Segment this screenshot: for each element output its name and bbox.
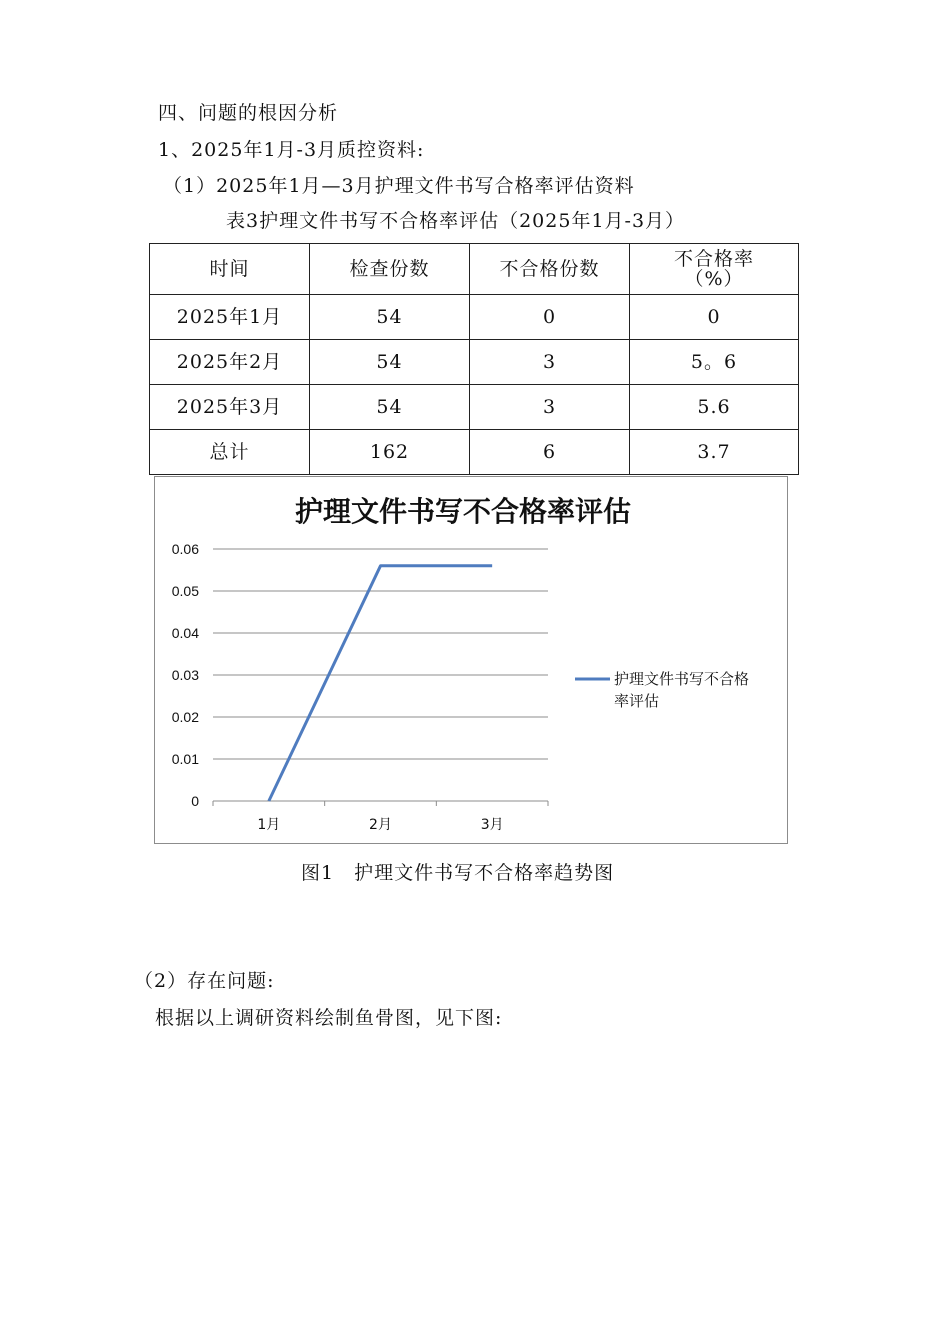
table-row <box>150 295 799 340</box>
cell-unqualified: 0 <box>470 295 630 340</box>
table-row-total <box>150 430 799 475</box>
cell-rate: 5。6 <box>630 340 799 385</box>
chart-canvas <box>155 477 787 843</box>
cell-checked: 54 <box>310 385 470 430</box>
table-row <box>150 340 799 385</box>
cell-time: 2025年2月 <box>150 340 310 385</box>
y-tick-label: 0.02 <box>171 709 199 725</box>
cell-checked: 162 <box>310 430 470 475</box>
table-row <box>150 385 799 430</box>
cell-checked: 54 <box>310 295 470 340</box>
cell-time: 2025年1月 <box>150 295 310 340</box>
header-checked-count: 检查份数 <box>310 244 470 295</box>
cell-rate: 5.6 <box>630 385 799 430</box>
y-tick-label: 0.04 <box>171 625 199 641</box>
table-header-row <box>150 244 799 295</box>
section-heading: 四、问题的根因分析 <box>158 102 339 124</box>
cell-rate: 3.7 <box>630 430 799 475</box>
cell-checked: 54 <box>310 340 470 385</box>
y-tick-label: 0.01 <box>171 751 199 767</box>
item-1-heading: 1、2025年1月-3月质控资料: <box>158 139 425 161</box>
x-tick-label: 1月 <box>257 817 281 833</box>
y-tick-label: 0.03 <box>171 667 199 683</box>
header-unqualified-rate <box>630 244 799 295</box>
cell-unqualified: 3 <box>470 385 630 430</box>
item-2-text: 根据以上调研资料绘制鱼骨图，见下图: <box>155 1007 503 1029</box>
legend-label <box>614 670 749 710</box>
y-tick-label: 0.05 <box>171 583 199 599</box>
cell-rate: 0 <box>630 295 799 340</box>
legend-label-line: 护理文件书写不合格 <box>614 670 750 688</box>
line-chart <box>154 476 788 844</box>
y-tick-label: 0.06 <box>171 541 199 557</box>
x-tick-label: 3月 <box>480 817 504 833</box>
chart-title: 护理文件书写不合格率评估 <box>294 495 632 528</box>
y-tick-label: 0 <box>191 793 199 809</box>
x-tick-label: 2月 <box>369 817 392 833</box>
header-unqualified-count: 不合格份数 <box>470 244 630 295</box>
figure-caption: 图1 护理文件书写不合格率趋势图 <box>301 862 615 884</box>
cell-unqualified: 3 <box>470 340 630 385</box>
cell-time: 总计 <box>150 430 310 475</box>
item-2-heading: （2）存在问题: <box>134 970 275 992</box>
header-rate-unit: （%） <box>684 268 744 290</box>
header-rate-label: 不合格率 <box>673 248 754 270</box>
header-time: 时间 <box>150 244 310 295</box>
quality-table <box>149 243 799 475</box>
cell-time: 2025年3月 <box>150 385 310 430</box>
legend-label-line: 率评估 <box>614 692 660 710</box>
cell-unqualified: 6 <box>470 430 630 475</box>
table-caption: 表3护理文件书写不合格率评估（2025年1月-3月） <box>226 210 686 232</box>
item-1-subheading: （1）2025年1月—3月护理文件书写合格率评估资料 <box>163 175 635 197</box>
series-line <box>269 566 492 801</box>
